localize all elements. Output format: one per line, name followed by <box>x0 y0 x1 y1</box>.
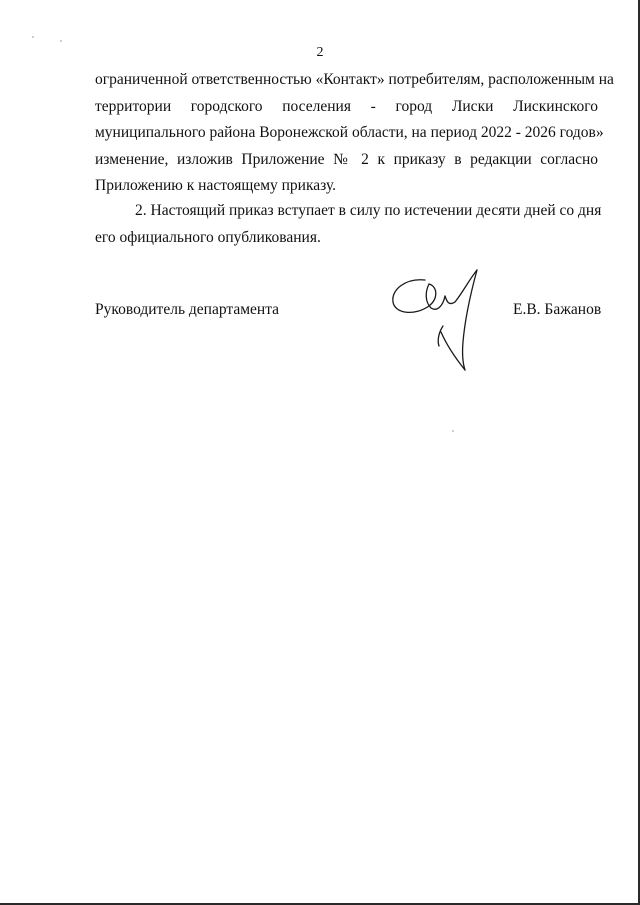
paragraph-1 <box>95 67 614 200</box>
signatory-name: Е.В. Бажанов <box>513 301 602 318</box>
page-number: 2 <box>316 45 324 60</box>
text-line: ограниченной ответственностью «Контакт» потребителям, расположенным на <box>95 71 614 88</box>
scan-speck <box>60 40 62 42</box>
text-line: муниципального района Воронежской области, на период 2022 - 2026 годов» <box>95 124 604 141</box>
signatory-title: Руководитель департамента <box>95 301 280 318</box>
text-line: изменение, изложив Приложение № 2 к приказу в редакции согласно <box>95 150 598 168</box>
text-line: его официального опубликования. <box>95 228 321 246</box>
paragraph-2 <box>95 198 602 251</box>
scan-speck <box>32 36 34 38</box>
handwritten-signature <box>385 262 495 377</box>
text-line: Приложению к настоящему приказу. <box>95 177 337 194</box>
scan-speck <box>452 430 454 432</box>
text-line: территории городского поселения - город Лиски Лискинского <box>95 97 598 115</box>
text-line: 2. Настоящий приказ вступает в силу по истечении десяти дней со дня <box>135 202 602 219</box>
